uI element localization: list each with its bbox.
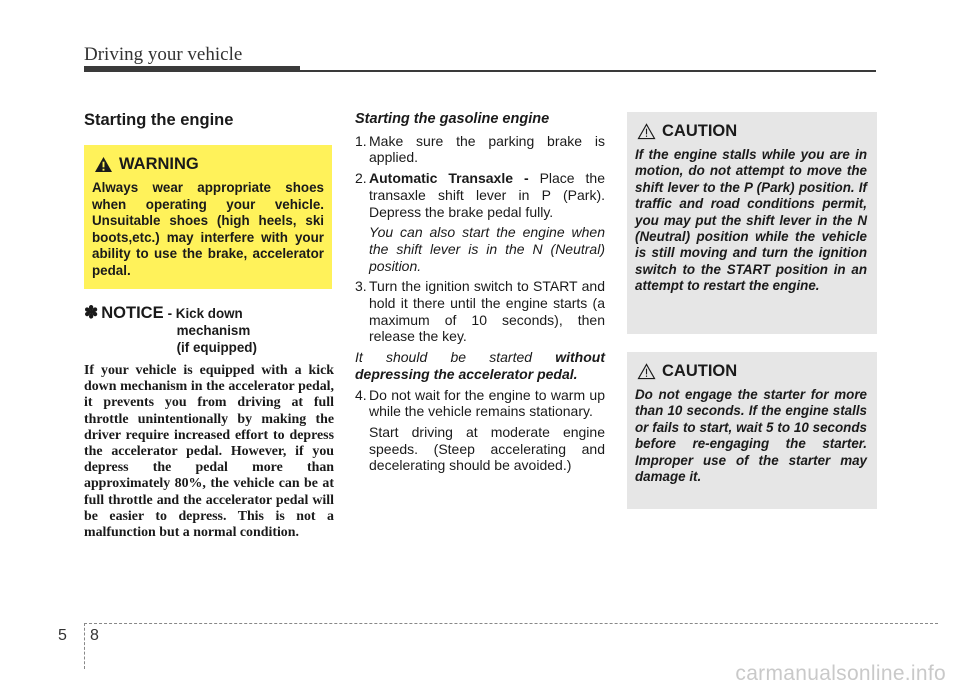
section-title: Starting the engine [84,111,234,129]
step-number: 2. [355,170,367,187]
header-title: Driving your vehicle [84,44,243,65]
notice-subtitle [168,303,257,356]
caution-box-starter [627,352,877,509]
step-bold-label: Automatic Transaxle - [369,170,540,187]
footer-rule [84,623,938,624]
gasoline-heading: Starting the gasoline engine [355,111,550,127]
notice-header [84,303,334,356]
notice-body: If your vehicle is equipped with a kick down mechanism in the accelerator pedal, it prevents you from driving at full throttle unintentionally by making the driver require increased effort to depress the accelerator pedal. However, if you depress the pedal more than approximately 80%, the vehicle can be at full throttle and the accelerator pedal will be easier to depress. This is not a malfunction but a normal condition. [84,363,334,541]
caution-box-stall [627,112,877,334]
notice-subtitle-line: mechanism [176,323,251,338]
caution-heading-row [637,122,867,141]
emphasis-plain: It should be started [355,349,556,366]
emphasis-bold: without depressing the accelerator pedal. [355,349,605,382]
notice-subtitle-line: - Kick down [167,306,243,321]
warning-heading-row [94,155,324,174]
step-3 [355,278,605,345]
step-text [369,170,605,220]
caution-heading: CAUTION [662,362,738,380]
caution-heading-row [637,362,867,381]
warning-text: Always wear appropriate shoes when operating your vehicle. Unsuitable shoes (high heels, ski boots,etc.) may interfere with your ability to use the brake, accelerator pedal. [92,180,324,278]
step-number: 3. [355,278,367,295]
step-text: Do not wait for the engine to warm up while the vehicle remains stationary. [369,386,605,420]
notice-mark: ✽ [84,303,99,322]
step-4 [355,387,605,420]
footer-divider [84,623,85,669]
step-text: Turn the ignition switch to START and hold it there until the engine starts (a maximum of 10 seconds), then release the key. [369,278,605,345]
warning-heading: WARNING [119,155,199,173]
caution-heading: CAUTION [662,122,738,140]
header-rule [300,70,876,72]
notice-word: NOTICE [101,304,164,322]
watermark: carmanualsonline.info [735,662,946,685]
step-4-paragraph: Start driving at moderate engine speeds. (Steep accelerating and decelerating should be avoided.) [369,423,605,474]
page-number: 8 [90,627,99,644]
warning-icon [94,156,113,173]
caution-icon [637,123,656,140]
gasoline-section [355,111,605,474]
emphasis-note [355,349,605,382]
header-bar [84,66,300,72]
page-section-number: 5 [58,627,67,644]
caution-text: If the engine stalls while you are in motion, do not attempt to move the shift lever to the P (Park) position. If traffic and road conditions permit, you may put the shift lever in the N (Neutral) position while the vehicle is still moving and turn the ignition switch to the START position in an attempt to restart the engine. [635,147,867,294]
step-text: Make sure the parking brake is applied. [369,132,605,166]
step-number: 4. [355,386,367,403]
step-text-rest: Place the transaxle shift lever in P (Park). Depress the brake pedal fully. [369,170,605,220]
step-number: 1. [355,132,367,149]
step-1 [355,133,605,166]
caution-text: Do not engage the starter for more than 10 seconds. If the engine stalls or fails to start, wait 5 to 10 seconds before re-engaging the starter. Improper use of the starter may damage it. [635,387,867,485]
step-2 [355,170,605,220]
caution-icon [637,363,656,380]
warning-box [84,145,332,289]
step-2-note: You can also start the engine when the shift lever is in the N (Neutral) position. [369,224,605,274]
notice-subtitle-line: (if equipped) [176,340,257,355]
